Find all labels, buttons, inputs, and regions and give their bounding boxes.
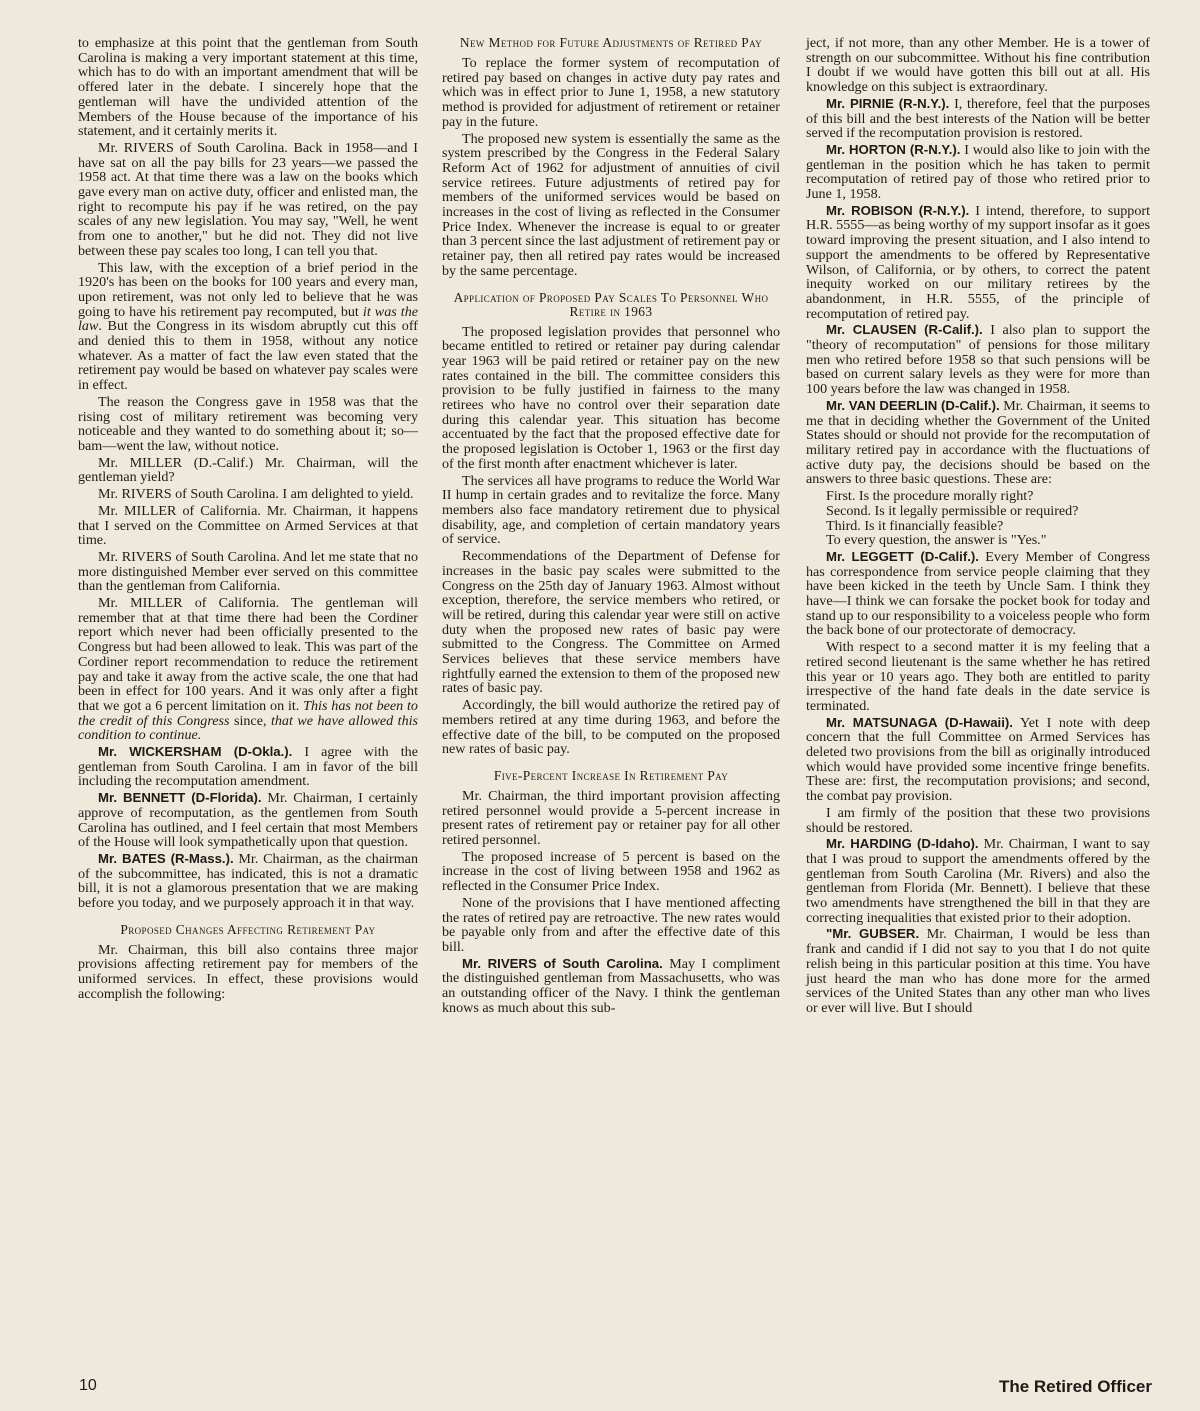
paragraph: Mr. MILLER (D.-Calif.) Mr. Chairman, will the gentleman yield? — [78, 454, 418, 486]
paragraph — [806, 716, 1150, 804]
speaker-name: Mr. VAN DEERLIN (D-Calif.). — [826, 397, 1000, 413]
paragraph: Recommendations of the Department of Defense for increases in the basic pay scales were submitted to the Congress on the 25th day of January 1963. Almost without exception, therefore, the service members who retired, or will be retired, during this calendar year were still on active duty when the proposed new rates of basic pay were submitted to the Congress. The Committee on Armed Services believes that these service members have rightfully earned the extension to them of the proposed new rates of basic pay. — [442, 548, 780, 697]
text-run: May I compliment the distinguished gentleman from Massachusetts, who was an outstanding officer of the Navy. I think the gentleman knows as much about this sub- — [442, 955, 781, 1016]
speaker-name: Mr. HORTON (R-N.Y.). — [826, 141, 961, 157]
text-run: Yet I note with deep concern that the full Committee on Armed Services has deleted two provisions from the bill as originally introduced which would have provided some incentive fringe benefits. These are: first, the recomputation provisions; and second, the combat pay provision. — [806, 714, 1151, 805]
paragraph — [806, 550, 1150, 638]
paragraph: Mr. RIVERS of South Carolina. I am delighted to yield. — [98, 486, 414, 503]
paragraph — [806, 143, 1150, 202]
paragraph — [78, 852, 418, 911]
paragraph: First. Is the procedure morally right? — [826, 488, 1034, 505]
speaker-name: Mr. HARDING (D-Idaho). — [826, 836, 979, 852]
text-column-middle — [442, 36, 780, 1017]
paragraph — [442, 957, 780, 1016]
text-run: I agree with the gentleman from South Carolina. I am in favor of the bill including the recomputation amendment. — [78, 744, 418, 790]
paragraph: Second. Is it legally permissible or required? — [826, 502, 1079, 519]
paragraph: The proposed legislation provides that personnel who became entitled to retired or retainer pay during calendar year 1963 will be paid retired or retainer pay on the new rates contained in the bill. The committee considers this provision to be fully justified in fairness to the many retirees who have no control over their separation date during this calendar year. This situation has become accentuated by the fact that the proposed effective date for the proposed legislation is October 1, 1963 or the first day of the first month after enactment whichever is later. — [442, 323, 780, 472]
speaker-name: Mr. RIVERS of South Carolina. — [462, 955, 663, 971]
text-column-left — [78, 36, 418, 1004]
paragraph: None of the provisions that I have mentioned affecting the rates of retired pay are retroactive. The new rates would be payable only from and after the effective date of this bill. — [442, 894, 780, 955]
emphasis: it was the law — [78, 303, 419, 335]
speaker-name: Mr. ROBISON (R-N.Y.). — [826, 202, 970, 218]
paragraph: Mr. Chairman, the third important provision affecting retired personnel would provide a 5-percent increase in present rates of retirement pay or retainer pay for all other retired personnel. — [442, 787, 780, 849]
paragraph — [78, 791, 418, 850]
paragraph — [806, 97, 1150, 141]
text-run: Mr. Chairman, it seems to me that in deciding whether the Government of the United States should or should not provide for the recomputation of military retired pay in accordance with the fluctuations of active duty pay, the decisions should be based on the answers to three basic questions. These are: — [806, 397, 1150, 488]
speaker-name: Mr. PIRNIE (R-N.Y.). — [826, 95, 950, 111]
section-heading: Five-Percent Increase In Retirement Pay — [493, 767, 729, 783]
paragraph: Mr. RIVERS of South Carolina. Back in 1958—and I have sat on all the pay bills for 23 years—we passed the 1958 act. At that time there was a law on the books which gave every man on active duty, officer and enlisted man, the right to recompute his pay if he was retired, on the pay scales of any new legislation. You may say, "Well, he went from one to another," but he did not. They did not live between these pay scales too long, I can tell you that. — [78, 139, 418, 259]
speaker-name: Mr. WICKERSHAM (D-Okla.). — [98, 744, 293, 760]
paragraph — [78, 261, 418, 393]
section-heading: Proposed Changes Affecting Retirement Pay — [120, 921, 376, 937]
paragraph: To replace the former system of recomputation of retired pay based on changes in active duty pay rates and which was in effect prior to June 1, 1958, a new statutory method is provided for adjustment of retirement or retainer pay in the future. — [442, 55, 780, 130]
paragraph — [806, 399, 1150, 487]
speaker-name: Mr. BENNETT (D-Florida). — [98, 790, 262, 806]
text-run: I would also like to join with the gentleman in the position which he has taken to permit recomputation of retired pay of those who retired prior to June 1, 1958. — [806, 141, 1150, 203]
paragraph: The services all have programs to reduce the World War II hump in certain grades and to revitalize the force. Many members also face mandatory retirement due to physical disability, age, and completion of certain mandatory years of service. — [442, 472, 780, 548]
paragraph: to emphasize at this point that the gentleman from South Carolina is making a very important statement at this time, which has to do with an important amendment that will be offered later in the debate. I sincerely hope that the gentleman will have the undivided attention of the Members of the House because of the importance of his statement, and it certainly merits it. — [78, 35, 418, 140]
paragraph: The proposed new system is essentially the same as the system prescribed by the Congress in the Federal Salary Reform Act of 1962 for adjustment of annuities of civil service retirees. Future adjustments of retired pay for members of the uniformed services would be based on increases in the cost of living as reflected in the Consumer Price Index. Whenever the increase is equal to or greater than 3 percent since the last adjustment of retirement pay or retainer pay, then all retired pay rates would be increased by the same percentage. — [442, 130, 780, 279]
text-run: I, therefore, feel that the purposes of this bill and the best interests of the Nation will be better served if the recomputation provision is restored. — [806, 95, 1150, 142]
emphasis: that we have allowed this condition to continue. — [78, 712, 419, 744]
text-run: I also plan to support the "theory of recomputation" of pensions for those military men who retired before 1958 so that such pensions will be based on current salary levels as they were for more than 100 years before the law was changed in 1958. — [806, 322, 1150, 398]
speaker-name: Mr. MATSUNAGA (D-Hawaii). — [826, 714, 1013, 730]
speaker-name: Mr. CLAUSEN (R-Calif.). — [826, 322, 983, 338]
publication-title: The Retired Officer — [998, 1377, 1152, 1396]
section-heading: New Method for Future Adjustments of Retired Pay — [459, 35, 763, 50]
emphasis: This has not been to the credit of this Congress — [78, 697, 418, 729]
paragraph — [806, 204, 1150, 322]
text-run: This law, with the exception of a brief period in the 1920's has been on the books for 100 years and every man, upon retirement, was not only led to believe that he was going to have his retirement pay recomputed, but — [78, 259, 418, 320]
speaker-name: "Mr. GUBSER. — [826, 926, 920, 942]
paragraph: Third. Is it financially feasible? — [826, 517, 1004, 534]
paragraph: Accordingly, the bill would authorize the retired pay of members retired at any time during 1963, and before the effective date of the bill, to be computed on the proposed new rates of basic pay. — [442, 697, 780, 758]
paragraph: ject, if not more, than any other Member. He is a tower of strength on our subcommittee. Without his fine contribution I doubt if we would have gotten this bill out at all. His knowledge on this subject is extraordinary. — [806, 35, 1150, 96]
paragraph: Mr. RIVERS of South Carolina. And let me state that no more distinguished Member ever served on this committee than the gentleman from California. — [78, 548, 418, 595]
paragraph: With respect to a second matter it is my feeling that a retired second lieutenant is the same whether he has retired this year or 10 years ago. They both are entitled to parity irrespective of the hand fate deals in the date service is terminated. — [806, 639, 1150, 714]
paragraph: The proposed increase of 5 percent is based on the increase in the cost of living between 1958 and 1962 as reflected in the Consumer Price Index. — [442, 848, 780, 895]
page-number: 10 — [79, 1377, 97, 1394]
paragraph — [806, 323, 1150, 397]
paragraph — [78, 596, 418, 743]
text-column-right — [806, 36, 1150, 1018]
text-run: Every Member of Congress has correspondence from service people claiming that they have been kicked in the teeth by Uncle Sam. I think they have—I think we can forsake the pocket book for today and stand up to our responsibility to a voiceless people who form the back bone of our protectorate of democracy. — [806, 548, 1150, 639]
speaker-name: Mr. BATES (R-Mass.). — [98, 850, 234, 866]
paragraph: Mr. Chairman, this bill also contains three major provisions affecting retirement pay for members of the uniformed services. In effect, these provisions would accomplish the following: — [78, 941, 418, 1002]
paragraph: The reason the Congress gave in 1958 was that the rising cost of military retirement was becoming very noticeable and they wanted to do something about it; so—bam—went the law, without notice. — [78, 393, 418, 454]
speaker-name: Mr. LEGGETT (D-Calif.). — [826, 548, 979, 564]
text-run: Mr. Chairman, as the chairman of the subcommittee, has indicated, this is not a dramatic bill, it is not a glamorous presentation that we are making before you today, and we purposely approach it in that way. — [78, 850, 418, 912]
paragraph — [806, 927, 1150, 1015]
section-heading: Application of Proposed Pay Scales To Personnel Who Retire in 1963 — [453, 289, 769, 319]
text-run: since, — [229, 712, 271, 729]
text-run: Mr. Chairman, I certainly approve of recomputation, as the gentlemen from South Carolina has outlined, and I feel certain that most Members of the House will look sympathetically upon that question. — [78, 790, 418, 851]
text-run: Mr. Chairman, I would be less than frank and candid if I did not say to you that I do not quite relish being in this particular position at this time. You have just heard the man who has done more for the armed services of the United States than any other man who lives or ever will live. But I should — [806, 926, 1150, 1016]
text-run: Mr. Chairman, I want to say that I was proud to support the amendments offered by the gentleman from South Carolina (Mr. Rivers) and also the gentleman from Florida (Mr. Bennett). I believe that these two amendments have strengthened the bill in that they are correcting inequalities that existed prior to their adoption. — [806, 836, 1150, 926]
paragraph: I am firmly of the position that these two provisions should be restored. — [806, 804, 1150, 836]
text-run: Mr. MILLER of California. The gentleman will remember that at that time there had been the Cordiner report which never had been officially presented to the Congress but had been allowed to leak. This was part of the Cordiner report recommendation to reduce the retirement pay and take it away from the active scale, the one that had been in effect for 100 years. And it was only after a fight that we got a 6 percent limitation on it. — [78, 595, 418, 714]
text-run: I intend, therefore, to support H.R. 5555—as being worthy of my support insofar as it goes toward improving the present situation, and I also intend to support the amendments to be offered by Representative Wilson, of California, or by others, to correct the patent inequity worked on our military retirees by the abandonment, in H.R. 5555, of the principle of recomputation of retired pay. — [806, 202, 1150, 322]
paragraph — [806, 837, 1150, 925]
paragraph — [78, 745, 418, 789]
paragraph: Mr. MILLER of California. Mr. Chairman, it happens that I served on the Committee on Armed Services at that time. — [78, 502, 418, 549]
paragraph: To every question, the answer is "Yes." — [826, 532, 1047, 549]
text-run: . But the Congress in its wisdom abruptly cut this off and denied this to them in 1958, without any notice whatever. As a matter of fact the law even stated that the retirement pay would be based on whatever pay scales were in effect. — [78, 318, 418, 394]
